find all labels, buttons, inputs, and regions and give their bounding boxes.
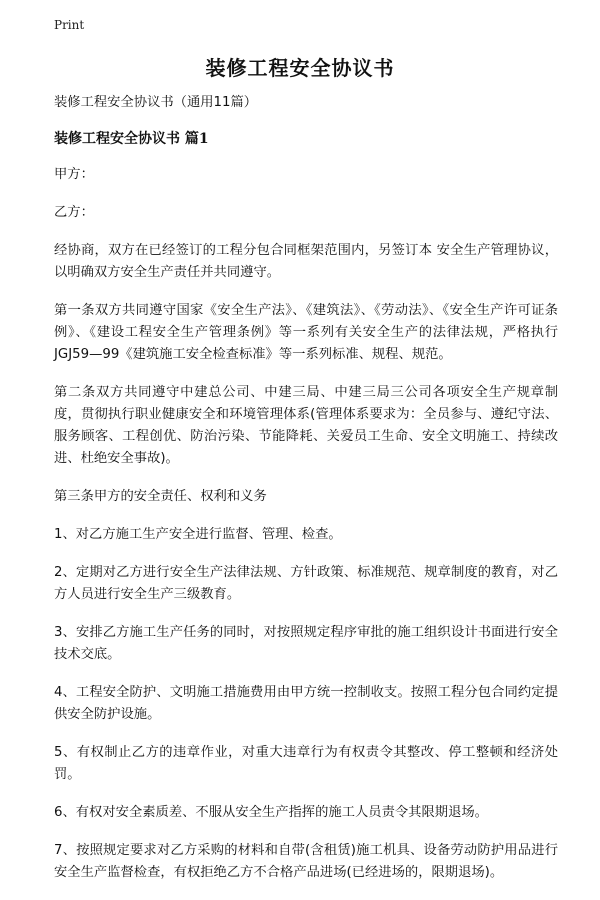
document-subtitle: 装修工程安全协议书（通用11篇） (54, 95, 258, 110)
clause-4: 4、工程安全防护、文明施工措施费用由甲方统一控制收支。按照工程分包合同约定提供安全防护设施。 (54, 685, 558, 722)
document-body (54, 92, 558, 900)
article-3-heading: 第三条甲方的安全责任、权利和义务 (54, 489, 267, 504)
party-b-line: 乙方： (54, 205, 94, 220)
clause-5: 5、有权制止乙方的违章作业，对重大违章行为有权责令其整改、停工整顿和经济处罚。 (54, 745, 558, 782)
clause-7: 7、按照规定要求对乙方采购的材料和自带(含租赁)施工机具、设备劳动防护用品进行安全生产监督检查，有权拒绝乙方不合格产品进场(已经进场的，限期退场)。 (54, 843, 558, 880)
clause-1: 1、对乙方施工生产安全进行监督、管理、检查。 (54, 527, 342, 542)
article-1-paragraph: 第一条双方共同遵守国家《安全生产法》、《建筑法》、《劳动法》、《安全生产许可证条例》、《建设工程安全生产管理条例》等一系列有关安全生产的法律法规，严格执行JGJ59—99《建筑施工安全检查标准》等一系列标准、规程、规范。 (54, 303, 558, 362)
party-a-line: 甲方： (54, 167, 94, 182)
section-heading: 装修工程安全协议书 篇1 (54, 131, 209, 147)
document-title: 装修工程安全协议书 (205, 56, 395, 80)
article-2-paragraph: 第二条双方共同遵守中建总公司、中建三局、中建三局三公司各项安全生产规章制度，贯彻执行职业健康安全和环境管理体系(管理体系要求为：全员参与、遵纪守法、服务顾客、工程创优、防治污染、节能降耗、关爱员工生命、安全文明施工、持续改进、杜绝安全事故)。 (54, 385, 558, 466)
intro-paragraph: 经协商，双方在已经签订的工程分包合同框架范围内，另签订本 安全生产管理协议，以明确双方安全生产责任并共同遵守。 (54, 243, 558, 280)
print-link[interactable]: Print (54, 18, 85, 32)
clause-2: 2、定期对乙方进行安全生产法律法规、方针政策、标准规范、规章制度的教育，对乙方人员进行安全生产三级教育。 (54, 565, 558, 602)
clause-3: 3、安排乙方施工生产任务的同时，对按照规定程序审批的施工组织设计书面进行安全技术交底。 (54, 625, 558, 662)
clause-6: 6、有权对安全素质差、不服从安全生产指挥的施工人员责令其限期退场。 (54, 805, 488, 820)
